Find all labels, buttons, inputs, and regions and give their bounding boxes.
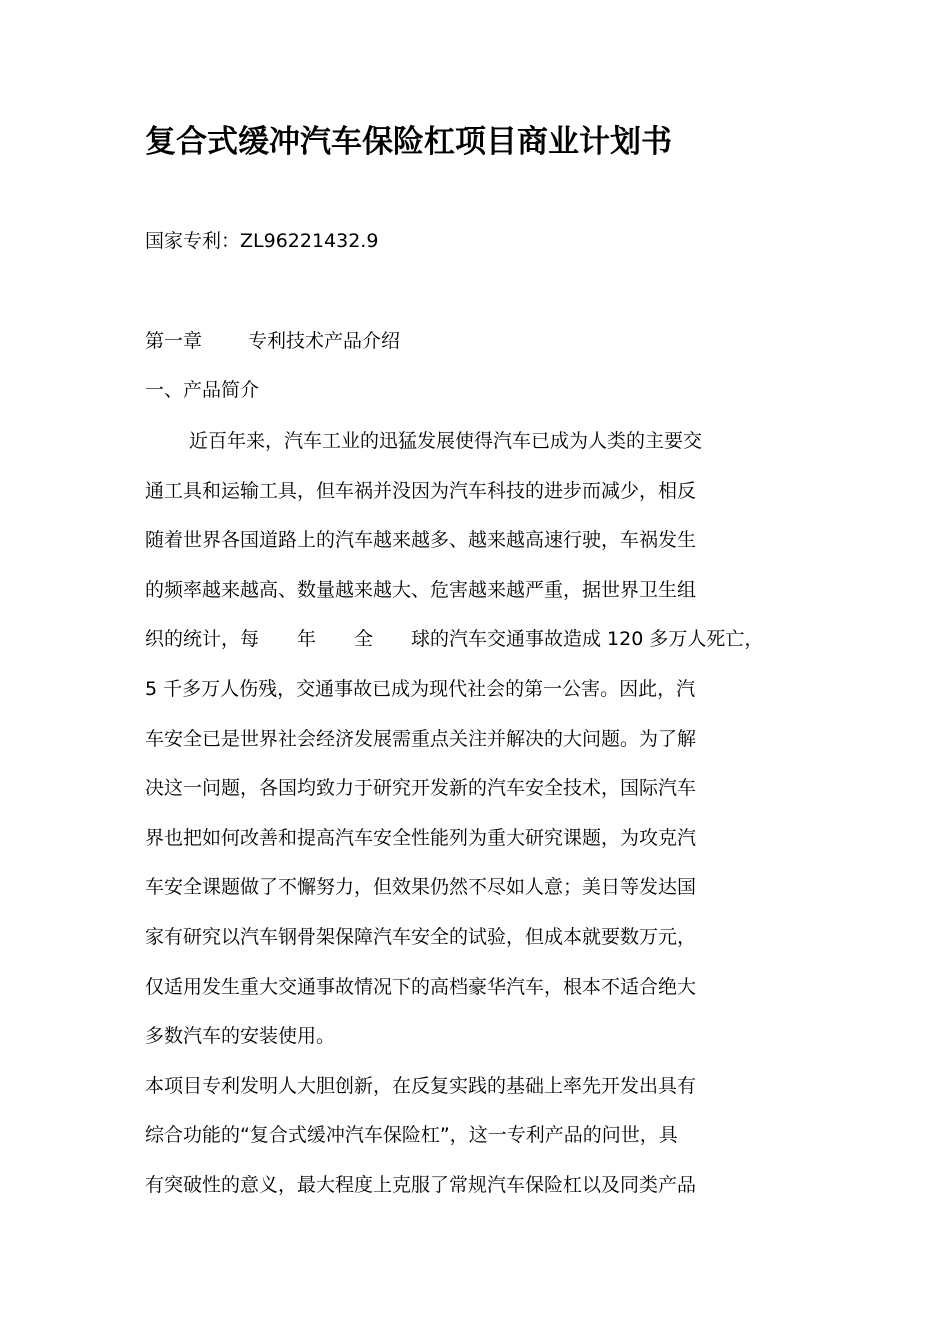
paragraph-line: 本项目专利发明人大胆创新，在反复实践的基础上率先开发出具有 — [145, 1074, 697, 1097]
paragraph-line: 多数汽车的安装使用。 — [145, 1025, 336, 1048]
chapter-heading — [145, 325, 400, 357]
chapter-number: 第一章 — [145, 330, 203, 352]
paragraph-line: 综合功能的“复合式缓冲汽车保险杠”，这一专利产品的问世，具 — [145, 1124, 678, 1147]
paragraph-line: 车安全已是世界社会经济发展需重点关注并解决的大问题。为了解 — [145, 727, 697, 750]
paragraph-line: 5 千多万人伤残，交通事故已成为现代社会的第一公害。因此，汽 — [145, 677, 696, 700]
paragraph-line: 决这一问题，各国均致力于研究开发新的汽车安全技术，国际汽车 — [145, 777, 697, 800]
paragraph-line: 近百年来，汽车工业的迅猛发展使得汽车已成为人类的主要交 — [189, 430, 703, 452]
paragraph-line: 随着世界各国道路上的汽车越来越多、越来越高速行驶，车祸发生 — [145, 529, 697, 552]
patent-number: 国家专利：ZL96221432.9 — [145, 230, 379, 252]
paragraph-line: 有突破性的意义，最大程度上克服了常规汽车保险杠以及同类产品 — [145, 1173, 697, 1196]
paragraph-line: 织的统计，每 年 全 球的汽车交通事故造成 120 多万人死亡， — [145, 628, 764, 651]
document-title: 复合式缓冲汽车保险杠项目商业计划书 — [145, 124, 672, 160]
body-text — [145, 423, 805, 1217]
paragraph-line: 车安全课题做了不懈努力，但效果仍然不尽如人意；美日等发达国 — [145, 876, 697, 899]
paragraph-line: 界也把如何改善和提高汽车安全性能列为重大研究课题，为攻克汽 — [145, 826, 697, 849]
section-heading: 一、产品简介 — [145, 379, 260, 401]
paragraph-line: 的频率越来越高、数量越来越大、危害越来越严重，据世界卫生组 — [145, 578, 697, 601]
chapter-name: 专利技术产品介绍 — [248, 330, 401, 352]
paragraph-line: 通工具和运输工具，但车祸并没因为汽车科技的进步而减少，相反 — [145, 479, 697, 502]
paragraph-line: 家有研究以汽车钢骨架保障汽车安全的试验，但成本就要数万元， — [145, 925, 697, 948]
paragraph-line: 仅适用发生重大交通事故情况下的高档豪华汽车，根本不适合绝大 — [145, 975, 697, 998]
